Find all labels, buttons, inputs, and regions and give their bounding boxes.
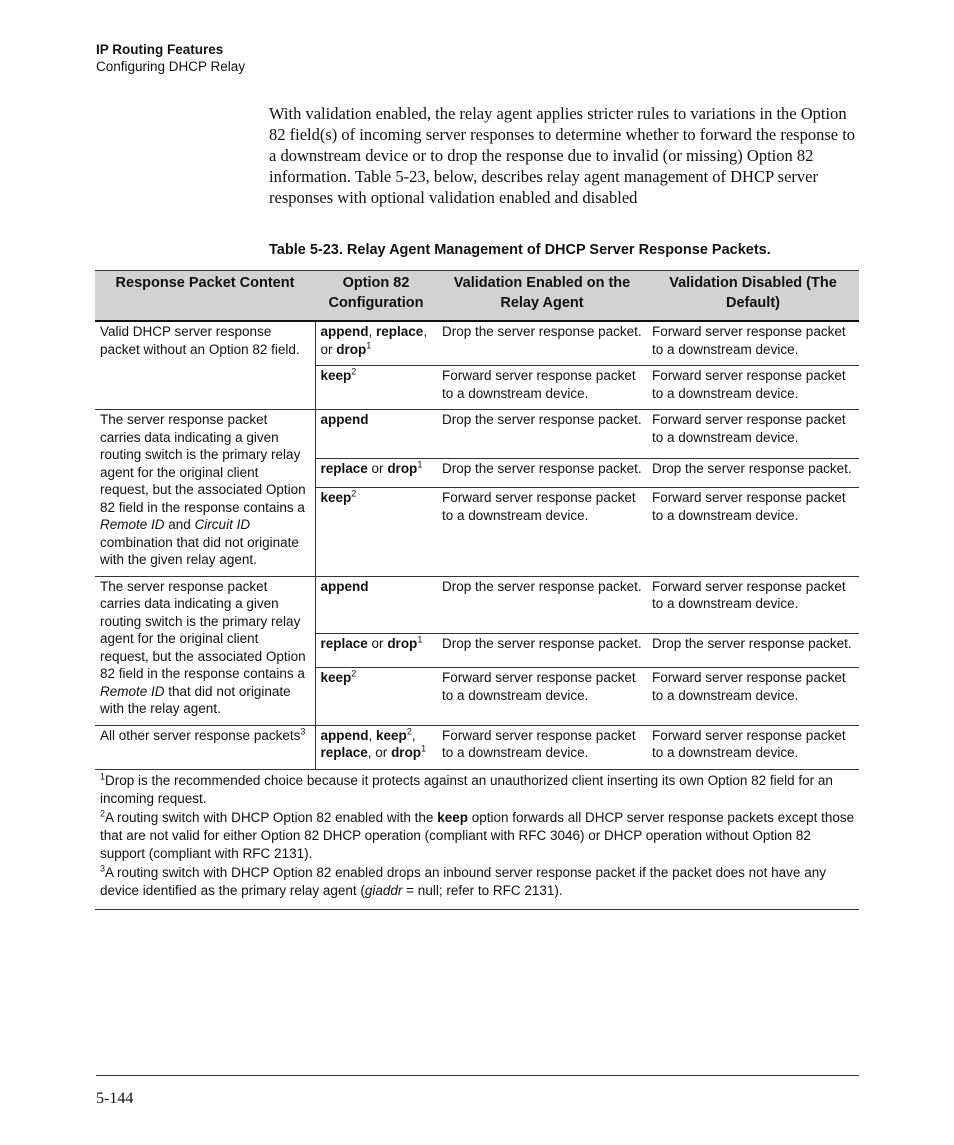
option-config-cell: append (315, 410, 437, 459)
running-head (96, 41, 245, 75)
validation-enabled-cell: Forward server response packet to a downstream device. (437, 668, 647, 725)
validation-disabled-cell: Forward server response packet to a downstream device. (647, 366, 859, 410)
validation-disabled-cell: Forward server response packet to a downstream device. (647, 488, 859, 576)
validation-enabled-cell: Drop the server response packet. (437, 410, 647, 459)
table-row (95, 410, 859, 459)
footer-rule (96, 1075, 859, 1076)
footnote-2: $^2$A routing switch with DHCP Option 82 enabled with the keep option forwards all DHCP server response packets except those that are not valid for either Option 82 DHCP operation (compliant with RFC 3046) or DHCP operation without Option 82 support (compliant with RFC 2131). (100, 808, 855, 861)
option-config-cell: append, keep$^2$, replace, or drop$^1$ (315, 725, 437, 769)
validation-enabled-cell: Drop the server response packet. (437, 576, 647, 633)
response-content-cell: Valid DHCP server response packet without an Option 82 field. (95, 321, 315, 410)
validation-disabled-cell: Forward server response packet to a downstream device. (647, 576, 859, 633)
page-number: 5-144 (96, 1090, 134, 1107)
validation-enabled-cell: Forward server response packet to a downstream device. (437, 488, 647, 576)
option-config-cell: append (315, 576, 437, 633)
header-option82-config: Option 82 Configuration (315, 271, 437, 322)
validation-enabled-cell: Drop the server response packet. (437, 458, 647, 487)
option-config-cell: keep$^2$ (315, 668, 437, 725)
validation-enabled-cell: Forward server response packet to a downstream device. (437, 725, 647, 769)
header-response-content: Response Packet Content (95, 271, 315, 322)
chapter-title: IP Routing Features (96, 42, 224, 57)
validation-disabled-cell: Drop the server response packet. (647, 633, 859, 667)
footnotes (95, 769, 859, 909)
response-content-cell: All other server response packets$^3$ (95, 725, 315, 769)
option-config-cell: keep$^2$ (315, 366, 437, 410)
validation-disabled-cell: Drop the server response packet. (647, 458, 859, 487)
validation-enabled-cell: Drop the server response packet. (437, 633, 647, 667)
section-title: Configuring DHCP Relay (96, 59, 246, 74)
option-config-cell: append, replace, or drop$^1$ (315, 321, 437, 366)
relay-agent-table (95, 270, 859, 910)
validation-disabled-cell: Forward server response packet to a downstream device. (647, 668, 859, 725)
option-config-cell: keep$^2$ (315, 488, 437, 576)
table-row (95, 725, 859, 769)
footnote-1: $^1$Drop is the recommended choice because it protects against an unauthorized client inserting its own Option 82 field for an incoming request. (100, 771, 833, 806)
intro-paragraph: With validation enabled, the relay agent applies stricter rules to variations in the Option 82 field(s) of incoming server responses to determine whether to forward the response to a downstream device or to drop the response due to invalid (or missing) Option 82 information. Table 5-23, below, describes relay agent management of DHCP server responses with optional validation enabled and disabled (269, 104, 856, 207)
table-caption: Table 5-23. Relay Agent Management of DHCP Server Response Packets. (269, 242, 771, 258)
option-config-cell: replace or drop$^1$ (315, 458, 437, 487)
footnotes-row (95, 769, 859, 909)
table-row (95, 321, 859, 366)
option-config-cell: replace or drop$^1$ (315, 633, 437, 667)
header-validation-disabled: Validation Disabled (The Default) (647, 271, 859, 322)
table-header-row (95, 271, 859, 322)
validation-disabled-cell: Forward server response packet to a downstream device. (647, 410, 859, 459)
header-validation-enabled: Validation Enabled on the Relay Agent (437, 271, 647, 322)
validation-enabled-cell: Drop the server response packet. (437, 321, 647, 366)
response-content-cell: The server response packet carries data indicating a given routing switch is the primary relay agent for the original client request, but the associated Option 82 field in the response contains a Remote ID that did not originate with the relay agent. (95, 576, 315, 725)
footnote-3: $^3$A routing switch with DHCP Option 82 enabled drops an inbound server response packet if the packet does not have any device identified as the primary relay agent (giaddr = null; refer to RFC 2131). (100, 863, 826, 898)
validation-disabled-cell: Forward server response packet to a downstream device. (647, 725, 859, 769)
validation-enabled-cell: Forward server response packet to a downstream device. (437, 366, 647, 410)
response-content-cell: The server response packet carries data indicating a given routing switch is the primary relay agent for the original client request, but the associated Option 82 field in the response contains a Remote ID and Circuit ID combination that did not originate with the given relay agent. (95, 410, 315, 577)
validation-disabled-cell: Forward server response packet to a downstream device. (647, 321, 859, 366)
table-row (95, 576, 859, 633)
